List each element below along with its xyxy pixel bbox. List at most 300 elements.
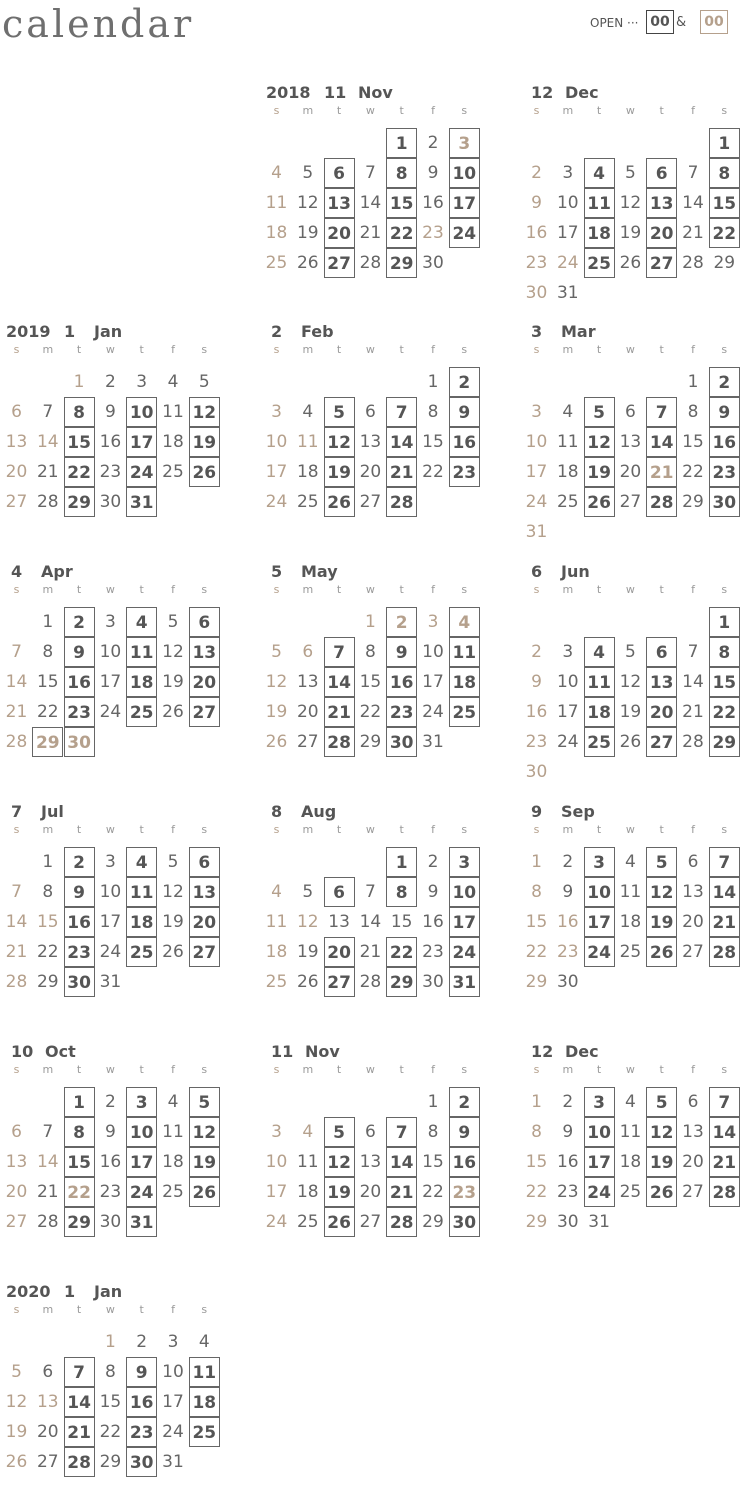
day-cell: 11 <box>162 1122 184 1142</box>
day-cell: 30 <box>525 762 548 782</box>
day-cell: 15 <box>359 672 382 692</box>
weekday-label: w <box>365 343 375 356</box>
open-day-cell: 1 <box>386 128 417 158</box>
open-day-cell: 20 <box>646 218 677 248</box>
day-cell: 30 <box>556 972 579 992</box>
day-cell: 21 <box>5 942 28 962</box>
day-cell: 24 <box>99 702 122 722</box>
open-day-cell: 4 <box>126 607 157 637</box>
weekday-label: w <box>625 104 635 117</box>
weekday-label: t <box>596 823 602 836</box>
day-cell: 4 <box>624 1092 636 1112</box>
day-cell: 26 <box>296 253 319 273</box>
open-day-cell: 24 <box>449 937 480 967</box>
open-day-cell: 24 <box>449 218 480 248</box>
open-day-cell: 8 <box>709 158 740 188</box>
day-cell: 24 <box>422 702 444 722</box>
day-cell: 15 <box>682 432 704 452</box>
open-day-cell: 3 <box>584 1087 615 1117</box>
weekday-label: t <box>76 823 82 836</box>
day-cell: 5 <box>198 372 210 392</box>
open-day-cell: 22 <box>64 1177 95 1207</box>
weekday-label: w <box>625 1063 635 1076</box>
month-title-number: 11 <box>271 1042 294 1061</box>
day-cell: 20 <box>36 1422 59 1442</box>
month-title <box>0 801 220 823</box>
open-day-cell: 23 <box>386 697 417 727</box>
day-cell: 17 <box>556 223 579 243</box>
month-title-number: 5 <box>271 562 283 581</box>
weekday-label: f <box>431 104 435 117</box>
open-day-cell: 22 <box>386 937 417 967</box>
day-cell: 8 <box>687 402 699 422</box>
day-cell: 23 <box>99 1182 122 1202</box>
month-title-number: 12 <box>531 83 554 102</box>
open-day-cell: 23 <box>126 1417 157 1447</box>
open-day-cell: 20 <box>189 907 220 937</box>
open-day-cell: 30 <box>64 727 95 757</box>
open-day-cell: 12 <box>646 1117 677 1147</box>
day-cell: 23 <box>525 253 548 273</box>
open-day-cell: 15 <box>709 188 740 218</box>
day-cell: 24 <box>265 492 288 512</box>
open-day-cell: 18 <box>189 1387 220 1417</box>
day-cell: 3 <box>104 612 116 632</box>
day-cell: 30 <box>422 972 444 992</box>
weekday-label: m <box>302 104 314 117</box>
open-day-cell: 30 <box>64 967 95 997</box>
day-cell: 12 <box>619 672 642 692</box>
weekday-label: f <box>431 823 435 836</box>
month-calendar <box>0 1041 220 1267</box>
day-cell: 30 <box>99 1212 122 1232</box>
weekday-label: f <box>431 583 435 596</box>
weekday-label: s <box>13 1303 20 1316</box>
day-cell: 28 <box>682 253 704 273</box>
day-cell: 8 <box>364 642 376 662</box>
day-cell: 6 <box>302 642 314 662</box>
day-cell: 13 <box>5 1152 28 1172</box>
open-day-cell: 16 <box>126 1387 157 1417</box>
open-day-cell: 13 <box>189 637 220 667</box>
month-title-name: Jan <box>94 322 123 341</box>
open-day-cell: 8 <box>709 637 740 667</box>
open-day-cell: 27 <box>189 937 220 967</box>
day-cell: 2 <box>427 133 439 153</box>
day-cell: 4 <box>302 402 314 422</box>
day-cell: 23 <box>99 462 122 482</box>
weekday-label: t <box>399 823 404 836</box>
day-cell: 26 <box>265 732 288 752</box>
weekday-label: m <box>562 823 574 836</box>
day-cell: 28 <box>359 253 382 273</box>
open-day-cell: 7 <box>646 397 677 427</box>
weekday-label: t <box>76 583 82 596</box>
day-cell: 20 <box>5 1182 28 1202</box>
open-day-cell: 30 <box>386 727 417 757</box>
open-day-cell: 19 <box>646 907 677 937</box>
weekday-label: m <box>42 1063 54 1076</box>
open-day-cell: 25 <box>584 727 615 757</box>
open-day-cell: 7 <box>386 397 417 427</box>
weekday-label: t <box>76 343 82 356</box>
day-cell: 27 <box>682 942 704 962</box>
weekday-label: t <box>336 104 342 117</box>
open-day-cell: 16 <box>64 667 95 697</box>
month-calendar <box>520 561 740 787</box>
day-cell: 24 <box>162 1422 184 1442</box>
open-day-cell: 25 <box>449 697 480 727</box>
day-cell: 30 <box>422 253 444 273</box>
weekday-label: s <box>461 583 468 596</box>
legend-open-sample: 00 <box>646 10 674 34</box>
weekday-label: s <box>721 823 728 836</box>
day-cell: 15 <box>422 432 444 452</box>
day-cell: 2 <box>104 1092 116 1112</box>
day-cell: 5 <box>11 1362 22 1382</box>
month-title-number: 2 <box>271 322 283 341</box>
weekday-label: t <box>596 583 602 596</box>
day-cell: 16 <box>422 193 444 213</box>
day-cell: 21 <box>36 462 59 482</box>
weekday-label: w <box>625 583 635 596</box>
open-day-cell: 4 <box>126 847 157 877</box>
day-cell: 9 <box>104 402 116 422</box>
open-day-cell: 26 <box>324 487 355 517</box>
open-day-cell: 28 <box>64 1447 95 1477</box>
day-cell: 16 <box>525 223 548 243</box>
weekday-label: s <box>273 104 280 117</box>
month-title <box>520 561 740 583</box>
open-day-cell: 21 <box>709 1147 740 1177</box>
day-cell: 1 <box>427 372 439 392</box>
day-cell: 9 <box>427 163 439 183</box>
weekday-label: s <box>201 1063 208 1076</box>
open-day-cell: 14 <box>386 427 417 457</box>
day-cell: 27 <box>296 732 319 752</box>
day-cell: 25 <box>162 1182 184 1202</box>
day-cell: 13 <box>359 1152 382 1172</box>
open-day-cell: 17 <box>584 1147 615 1177</box>
day-cell: 1 <box>687 372 699 392</box>
open-day-cell: 31 <box>449 967 480 997</box>
month-calendar <box>520 801 740 1027</box>
month-title-number: 7 <box>11 802 23 821</box>
day-cell: 20 <box>359 462 382 482</box>
open-day-cell: 14 <box>646 427 677 457</box>
open-day-cell: 25 <box>126 937 157 967</box>
weekday-label: t <box>399 583 404 596</box>
open-day-cell: 30 <box>709 487 740 517</box>
open-day-cell: 11 <box>189 1357 220 1387</box>
weekday-label: s <box>273 1063 280 1076</box>
open-day-cell: 28 <box>386 487 417 517</box>
open-day-cell: 15 <box>709 667 740 697</box>
open-day-cell: 30 <box>449 1207 480 1237</box>
open-day-cell: 7 <box>709 847 740 877</box>
day-cell: 3 <box>531 402 542 422</box>
day-cell: 22 <box>36 942 59 962</box>
open-day-cell: 29 <box>32 727 63 757</box>
day-cell: 7 <box>11 642 22 662</box>
day-cell: 14 <box>359 193 382 213</box>
day-cell: 19 <box>162 672 184 692</box>
day-cell: 21 <box>359 942 382 962</box>
day-cell: 21 <box>682 702 704 722</box>
open-day-cell: 14 <box>64 1387 95 1417</box>
day-cell: 31 <box>162 1452 184 1472</box>
open-day-cell: 18 <box>584 218 615 248</box>
day-cell: 2 <box>562 852 574 872</box>
day-cell: 3 <box>167 1332 179 1352</box>
open-day-cell: 11 <box>126 637 157 667</box>
day-cell: 1 <box>427 1092 439 1112</box>
day-cell: 12 <box>296 912 319 932</box>
month-calendar <box>260 82 480 308</box>
open-day-cell: 19 <box>189 427 220 457</box>
open-day-cell: 11 <box>584 667 615 697</box>
day-cell: 5 <box>624 163 636 183</box>
day-cell: 16 <box>525 702 548 722</box>
open-day-cell: 2 <box>709 367 740 397</box>
weekday-label: w <box>365 1063 375 1076</box>
weekday-label: t <box>336 343 342 356</box>
day-cell: 2 <box>136 1332 148 1352</box>
month-title <box>260 801 480 823</box>
day-cell: 2 <box>427 852 439 872</box>
day-cell: 16 <box>556 912 579 932</box>
day-cell: 20 <box>682 1152 704 1172</box>
weekday-label: t <box>596 104 602 117</box>
open-day-cell: 18 <box>126 667 157 697</box>
weekday-label: s <box>533 583 540 596</box>
day-cell: 29 <box>713 253 736 273</box>
day-cell: 30 <box>556 1212 579 1232</box>
open-day-cell: 4 <box>584 637 615 667</box>
day-cell: 25 <box>265 972 288 992</box>
weekday-label: f <box>171 1303 175 1316</box>
weekday-label: s <box>201 583 208 596</box>
weekday-label: f <box>171 823 175 836</box>
day-cell: 17 <box>99 672 122 692</box>
day-cell: 23 <box>422 223 444 243</box>
open-day-cell: 8 <box>64 1117 95 1147</box>
day-cell: 20 <box>296 702 319 722</box>
day-cell: 5 <box>302 882 314 902</box>
day-cell: 10 <box>556 672 579 692</box>
open-days-legend <box>590 10 740 36</box>
month-title <box>260 82 480 104</box>
day-cell: 26 <box>5 1452 28 1472</box>
day-cell: 14 <box>36 432 59 452</box>
day-cell: 11 <box>556 432 579 452</box>
day-cell: 9 <box>104 1122 116 1142</box>
weekday-label: s <box>461 104 468 117</box>
day-cell: 24 <box>265 1212 288 1232</box>
day-cell: 8 <box>427 1122 439 1142</box>
weekday-label: s <box>721 343 728 356</box>
day-cell: 2 <box>562 1092 574 1112</box>
day-cell: 27 <box>359 1212 382 1232</box>
open-day-cell: 27 <box>646 727 677 757</box>
open-day-cell: 19 <box>189 1147 220 1177</box>
day-cell: 8 <box>531 882 542 902</box>
day-cell: 14 <box>5 912 28 932</box>
weekday-label: t <box>659 823 664 836</box>
open-day-cell: 25 <box>126 697 157 727</box>
weekday-label: m <box>302 583 314 596</box>
month-title <box>0 1281 220 1303</box>
day-cell: 27 <box>619 492 642 512</box>
day-cell: 4 <box>167 372 179 392</box>
day-cell: 22 <box>525 1182 548 1202</box>
open-day-cell: 18 <box>584 697 615 727</box>
open-day-cell: 10 <box>584 1117 615 1147</box>
day-cell: 4 <box>198 1332 210 1352</box>
day-cell: 26 <box>296 972 319 992</box>
day-cell: 16 <box>99 432 122 452</box>
day-cell: 23 <box>556 942 579 962</box>
day-cell: 15 <box>36 912 59 932</box>
month-title-year: 2018 <box>266 83 311 102</box>
day-cell: 28 <box>36 492 59 512</box>
day-cell: 1 <box>364 612 376 632</box>
month-title-number: 10 <box>11 1042 34 1061</box>
open-day-cell: 14 <box>709 1117 740 1147</box>
open-day-cell: 12 <box>189 397 220 427</box>
open-day-cell: 5 <box>646 1087 677 1117</box>
open-day-cell: 24 <box>126 1177 157 1207</box>
day-cell: 4 <box>271 882 282 902</box>
day-cell: 20 <box>682 912 704 932</box>
day-cell: 11 <box>619 882 642 902</box>
open-day-cell: 9 <box>64 877 95 907</box>
day-cell: 27 <box>682 1182 704 1202</box>
weekday-label: s <box>273 823 280 836</box>
open-day-cell: 24 <box>584 1177 615 1207</box>
day-cell: 15 <box>36 672 59 692</box>
month-title-name: Sep <box>561 802 595 821</box>
open-day-cell: 21 <box>64 1417 95 1447</box>
open-day-cell: 12 <box>584 427 615 457</box>
weekday-label: m <box>302 343 314 356</box>
open-day-cell: 10 <box>126 1117 157 1147</box>
open-day-cell: 26 <box>189 457 220 487</box>
open-day-cell: 7 <box>324 637 355 667</box>
open-day-cell: 14 <box>709 877 740 907</box>
weekday-label: s <box>461 343 468 356</box>
day-cell: 19 <box>265 702 288 722</box>
page-title: calendar <box>2 2 195 46</box>
month-title-number: 1 <box>64 322 76 341</box>
day-cell: 11 <box>296 432 319 452</box>
day-cell: 6 <box>364 402 376 422</box>
weekday-label: m <box>562 343 574 356</box>
open-day-cell: 23 <box>709 457 740 487</box>
day-cell: 14 <box>359 912 382 932</box>
day-cell: 20 <box>619 462 642 482</box>
day-cell: 10 <box>422 642 444 662</box>
weekday-label: w <box>625 823 635 836</box>
day-cell: 23 <box>556 1182 579 1202</box>
day-cell: 3 <box>271 1122 282 1142</box>
open-day-cell: 28 <box>646 487 677 517</box>
month-title-number: 8 <box>271 802 283 821</box>
open-day-cell: 5 <box>646 847 677 877</box>
month-title-number: 6 <box>531 562 543 581</box>
month-title-name: Mar <box>561 322 596 341</box>
weekday-label: t <box>76 1303 82 1316</box>
day-cell: 13 <box>682 1122 704 1142</box>
weekday-label: f <box>171 343 175 356</box>
open-day-cell: 22 <box>709 218 740 248</box>
day-cell: 9 <box>427 882 439 902</box>
open-day-cell: 16 <box>386 667 417 697</box>
day-cell: 4 <box>624 852 636 872</box>
open-day-cell: 26 <box>646 1177 677 1207</box>
day-cell: 7 <box>42 402 54 422</box>
weekday-label: t <box>659 343 664 356</box>
month-calendar <box>0 1281 220 1507</box>
day-cell: 2 <box>104 372 116 392</box>
day-cell: 17 <box>422 672 444 692</box>
day-cell: 4 <box>271 163 282 183</box>
open-day-cell: 8 <box>64 397 95 427</box>
weekday-label: s <box>461 1063 468 1076</box>
day-cell: 18 <box>296 1182 319 1202</box>
day-cell: 17 <box>265 1182 288 1202</box>
open-day-cell: 6 <box>646 158 677 188</box>
day-cell: 12 <box>619 193 642 213</box>
day-cell: 31 <box>525 522 548 542</box>
day-cell: 6 <box>11 402 22 422</box>
day-cell: 19 <box>5 1422 28 1442</box>
day-cell: 3 <box>427 612 439 632</box>
open-day-cell: 21 <box>646 457 677 487</box>
open-day-cell: 29 <box>709 727 740 757</box>
weekday-label: w <box>105 823 115 836</box>
weekday-label: t <box>596 343 602 356</box>
open-day-cell: 26 <box>646 937 677 967</box>
day-cell: 25 <box>619 1182 642 1202</box>
weekday-label: f <box>691 583 695 596</box>
day-cell: 10 <box>99 882 122 902</box>
month-title-name: Jan <box>94 1282 123 1301</box>
open-day-cell: 26 <box>584 487 615 517</box>
day-cell: 5 <box>167 612 179 632</box>
open-day-cell: 23 <box>449 457 480 487</box>
day-cell: 19 <box>619 223 642 243</box>
weekday-label: t <box>399 1063 404 1076</box>
day-cell: 20 <box>359 1182 382 1202</box>
open-day-cell: 13 <box>189 877 220 907</box>
day-cell: 7 <box>687 642 699 662</box>
day-cell: 17 <box>265 462 288 482</box>
open-day-cell: 9 <box>386 637 417 667</box>
day-cell: 22 <box>682 462 704 482</box>
day-cell: 6 <box>42 1362 54 1382</box>
day-cell: 1 <box>531 852 542 872</box>
day-cell: 7 <box>687 163 699 183</box>
month-title-name: Jun <box>561 562 590 581</box>
day-cell: 9 <box>562 1122 574 1142</box>
month-calendar <box>260 801 480 1027</box>
day-cell: 8 <box>427 402 439 422</box>
open-day-cell: 12 <box>324 1147 355 1177</box>
open-day-cell: 31 <box>126 487 157 517</box>
day-cell: 21 <box>5 702 28 722</box>
day-cell: 25 <box>556 492 579 512</box>
